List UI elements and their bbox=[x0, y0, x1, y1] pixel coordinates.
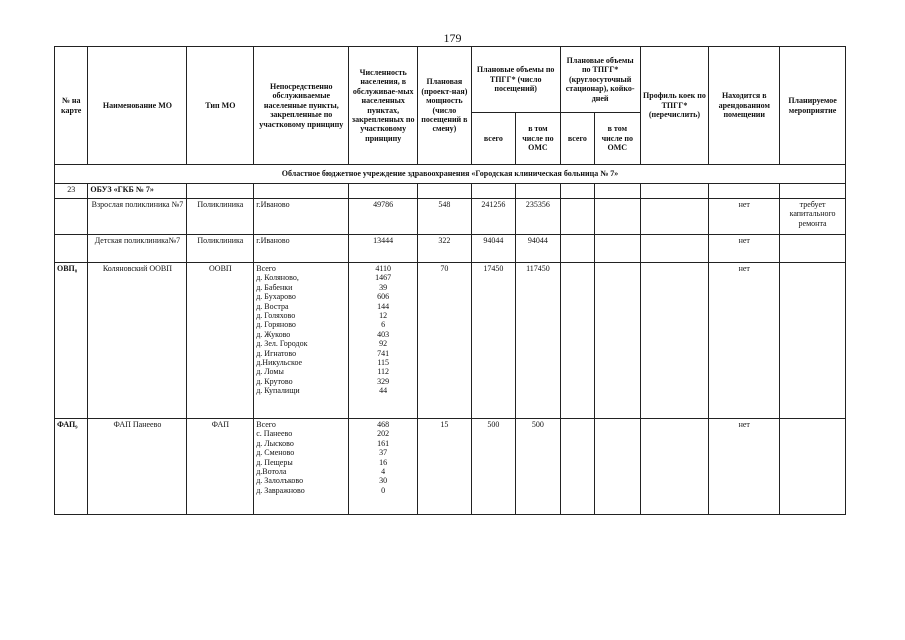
row-planned: требует капитального ремонта bbox=[780, 199, 846, 235]
row-visits-total: 500 bbox=[471, 419, 516, 515]
row-visits-oms: 117450 bbox=[516, 263, 561, 419]
org-name: ОБУЗ «ГКБ № 7» bbox=[88, 184, 187, 199]
row-planned bbox=[780, 419, 846, 515]
row-visits-total: 241256 bbox=[471, 199, 516, 235]
row-visits-total: 17450 bbox=[471, 263, 516, 419]
row-population: 49786 bbox=[349, 199, 418, 235]
row-profile bbox=[640, 419, 709, 515]
row-capacity: 15 bbox=[418, 419, 472, 515]
row-num bbox=[55, 235, 88, 263]
section-title: Областное бюджетное учреждение здравоохранения «Городская клиническая больница № 7» bbox=[55, 165, 846, 184]
row-settlements: г.Иваново bbox=[254, 199, 349, 235]
row-beds-total bbox=[560, 235, 594, 263]
row-beds-total bbox=[560, 419, 594, 515]
row-name: Взрослая поликлиника №7 bbox=[88, 199, 187, 235]
row-beds-total bbox=[560, 199, 594, 235]
page-number: 179 bbox=[443, 31, 462, 45]
row-rented: нет bbox=[709, 235, 780, 263]
header-population: Численность населения, в обслуживае-мых населенных пунктах, закрепленных по участковому принципу bbox=[349, 47, 418, 165]
row-rented: нет bbox=[709, 199, 780, 235]
table-row bbox=[55, 235, 846, 263]
row-type: Поликлиника bbox=[187, 235, 254, 263]
header-name: Наименование МО bbox=[88, 47, 187, 165]
row-profile bbox=[640, 235, 709, 263]
table-row bbox=[55, 263, 846, 419]
row-type: ФАП bbox=[187, 419, 254, 515]
row-type: ООВП bbox=[187, 263, 254, 419]
row-beds-oms bbox=[595, 235, 641, 263]
row-capacity: 322 bbox=[418, 235, 472, 263]
header-num: № на карте bbox=[55, 47, 88, 165]
row-rented: нет bbox=[709, 263, 780, 419]
table-row bbox=[55, 419, 846, 515]
header-type: Тип МО bbox=[187, 47, 254, 165]
header-planned: Планируемое мероприятие bbox=[780, 47, 846, 165]
row-visits-oms: 94044 bbox=[516, 235, 561, 263]
row-name: ФАП Панеево bbox=[88, 419, 187, 515]
header-settlements: Непосредственно обслуживаемые населенные пункты, закрепленные по участковому принципу bbox=[254, 47, 349, 165]
row-settlements: г.Иваново bbox=[254, 235, 349, 263]
row-name: Коляновский ООВП bbox=[88, 263, 187, 419]
row-beds-oms bbox=[595, 419, 641, 515]
header-beds-total: всего bbox=[560, 113, 594, 165]
row-type: Поликлиника bbox=[187, 199, 254, 235]
row-visits-oms: 235356 bbox=[516, 199, 561, 235]
row-planned bbox=[780, 263, 846, 419]
header-capacity: Плановая (проект-ная) мощность (число посещений в смену) bbox=[418, 47, 472, 165]
row-num bbox=[55, 199, 88, 235]
row-beds-oms bbox=[595, 199, 641, 235]
row-population: 468 202 161 37 16 4 30 0 bbox=[349, 419, 418, 515]
row-num: ФАП₉ bbox=[55, 419, 88, 515]
header-visits-total: всего bbox=[471, 113, 516, 165]
row-profile bbox=[640, 199, 709, 235]
row-planned bbox=[780, 235, 846, 263]
row-settlements: Всего д. Коляново, д. Бабенки д. Бухарово д. Востра д. Голяхово д. Горяново д. Жуково д. Зел. Городок д. Игнатово д.Никульское д. Ломы д. Крутово д. Купалищи bbox=[254, 263, 349, 419]
header-rented: Находится в арендованном помещении bbox=[709, 47, 780, 165]
row-num: ОВП₈ bbox=[55, 263, 88, 419]
table-header bbox=[55, 47, 846, 165]
header-tpgg-visits: Плановые объемы по ТПГГ* (число посещений) bbox=[471, 47, 560, 113]
row-capacity: 70 bbox=[418, 263, 472, 419]
org-num: 23 bbox=[55, 184, 88, 199]
row-settlements: Всего с. Панеево д. Лысково д. Сменово д. Пещеры д.Вотола д. Залолъково д. Завражново bbox=[254, 419, 349, 515]
row-profile bbox=[640, 263, 709, 419]
facilities-table bbox=[54, 46, 846, 515]
org-row bbox=[55, 184, 846, 199]
row-rented: нет bbox=[709, 419, 780, 515]
row-population: 4110 1467 39 606 144 12 6 403 92 741 115 112 329 44 bbox=[349, 263, 418, 419]
row-visits-oms: 500 bbox=[516, 419, 561, 515]
row-beds-oms bbox=[595, 263, 641, 419]
header-visits-oms: в том числе по ОМС bbox=[516, 113, 561, 165]
row-name: Детская поликлиника№7 bbox=[88, 235, 187, 263]
table-row bbox=[55, 199, 846, 235]
row-population: 13444 bbox=[349, 235, 418, 263]
header-beds-oms: в том числе по ОМС bbox=[595, 113, 641, 165]
row-beds-total bbox=[560, 263, 594, 419]
header-profile: Профиль коек по ТПГГ* (перечислить) bbox=[640, 47, 709, 165]
row-capacity: 548 bbox=[418, 199, 472, 235]
row-visits-total: 94044 bbox=[471, 235, 516, 263]
header-tpgg-beds: Плановые объемы по ТПГГ* (круглосуточный стационар), койко-дней bbox=[560, 47, 640, 113]
